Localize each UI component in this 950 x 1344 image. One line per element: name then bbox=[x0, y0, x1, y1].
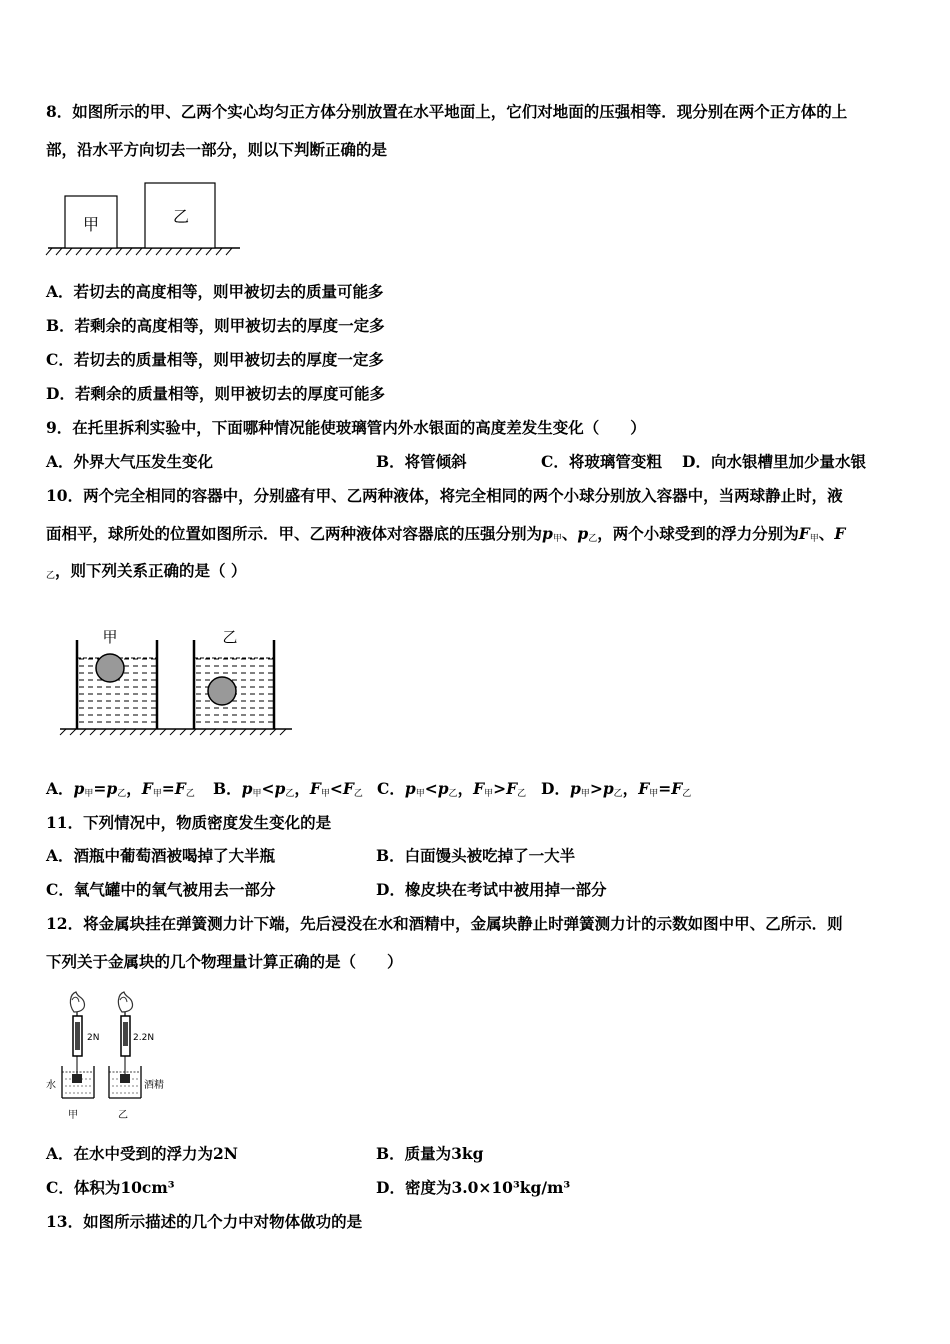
q12-figure bbox=[44, 990, 179, 1125]
alcohol-label: 酒精 bbox=[144, 1080, 164, 1091]
metal-block-jia bbox=[72, 1074, 82, 1083]
ball-yi bbox=[208, 677, 236, 705]
q9-option-d[interactable]: D．向水银槽里加少量水银 bbox=[682, 452, 866, 471]
q12-option-c[interactable]: C．体积为10cm³ bbox=[46, 1178, 175, 1197]
q8-stem-line1: 8．如图所示的甲、乙两个实心均匀正方体分别放置在水平地面上，它们对地面的压强相等．现分别在两个正方体的上 bbox=[46, 102, 848, 121]
q8-option-a[interactable]: A．若切去的高度相等，则甲被切去的质量可能多 bbox=[46, 282, 384, 301]
container-jia-label: 甲 bbox=[102, 628, 118, 646]
metal-block-yi bbox=[120, 1074, 130, 1083]
q10-stem-line1: 10．两个完全相同的容器中，分别盛有甲、乙两种液体，将完全相同的两个小球分别放入容器中，当两球静止时，液 bbox=[46, 486, 843, 505]
q13-stem: 13．如图所示描述的几个力中对物体做功的是 bbox=[46, 1212, 363, 1231]
q10-option-d[interactable]: D．$p_甲>p_乙$，$F_甲=F_乙$ bbox=[541, 779, 692, 799]
q12-stem-line2: 下列关于金属块的几个物理量计算正确的是（ ） bbox=[46, 952, 403, 971]
q9-stem: 9．在托里拆利实验中，下面哪种情况能使玻璃管内外水银面的高度差发生变化（ ） bbox=[46, 418, 646, 437]
reading-jia: 2N bbox=[87, 1033, 100, 1043]
q10-option-c[interactable]: C．$p_甲<p_乙$，$F_甲>F_乙$ bbox=[377, 779, 527, 799]
q12-stem-line1: 12．将金属块挂在弹簧测力计下端，先后浸没在水和酒精中，金属块静止时弹簧测力计的示数如图中甲、乙所示．则 bbox=[46, 914, 843, 933]
q12-option-d[interactable]: D．密度为3.0×10³kg/m³ bbox=[376, 1178, 571, 1197]
q10-figure bbox=[60, 628, 295, 738]
q8-option-d[interactable]: D．若剩余的质量相等，则甲被切去的厚度可能多 bbox=[46, 384, 385, 403]
q11-option-d[interactable]: D．橡皮块在考试中被用掉一部分 bbox=[376, 880, 607, 899]
q9-option-a[interactable]: A．外界大气压发生变化 bbox=[46, 452, 214, 471]
q10-stem-line2: 面相平，球所处的位置如图所示．甲、乙两种液体对容器底的压强分别为$p_甲$、$p_乙$，两个小球受到的浮力分别为$F_甲$、F bbox=[46, 524, 846, 544]
q10-option-a[interactable]: A．$p_甲=p_乙$，$F_甲=F_乙$ bbox=[46, 779, 195, 799]
container-yi-label: 乙 bbox=[222, 628, 238, 646]
hand-icon bbox=[70, 992, 84, 1012]
q9-option-c[interactable]: C．将玻璃管变粗 bbox=[541, 452, 662, 471]
water-label: 水 bbox=[46, 1080, 56, 1091]
hand-icon bbox=[118, 992, 132, 1012]
q11-stem: 11．下列情况中，物质密度发生变化的是 bbox=[46, 813, 332, 832]
q11-option-b[interactable]: B．白面馒头被吃掉了一大半 bbox=[376, 846, 576, 865]
q12-option-a[interactable]: A．在水中受到的浮力为2N bbox=[46, 1144, 238, 1163]
cube-yi-label: 乙 bbox=[172, 207, 190, 226]
q11-option-a[interactable]: A．酒瓶中葡萄酒被喝掉了大半瓶 bbox=[46, 846, 276, 865]
q12-option-b[interactable]: B．质量为3kg bbox=[376, 1144, 484, 1163]
q8-figure bbox=[44, 178, 244, 256]
q8-stem-line2: 部，沿水平方向切去一部分，则以下判断正确的是 bbox=[46, 140, 388, 159]
ball-jia bbox=[96, 654, 124, 682]
reading-yi: 2.2N bbox=[133, 1033, 155, 1043]
q10-stem-line3: $_乙$，则下列关系正确的是（ ） bbox=[46, 561, 247, 581]
q8-option-c[interactable]: C．若切去的质量相等，则甲被切去的厚度一定多 bbox=[46, 350, 384, 369]
q9-option-b[interactable]: B．将管倾斜 bbox=[376, 452, 467, 471]
q8-option-b[interactable]: B．若剩余的高度相等，则甲被切去的厚度一定多 bbox=[46, 316, 385, 335]
q10-option-b[interactable]: B．$p_甲<p_乙$，$F_甲<F_乙$ bbox=[213, 779, 363, 799]
fig-label-yi: 乙 bbox=[118, 1110, 128, 1121]
fig-label-jia: 甲 bbox=[68, 1110, 78, 1121]
cube-jia-label: 甲 bbox=[82, 215, 100, 234]
q11-option-c[interactable]: C．氧气罐中的氧气被用去一部分 bbox=[46, 880, 276, 899]
